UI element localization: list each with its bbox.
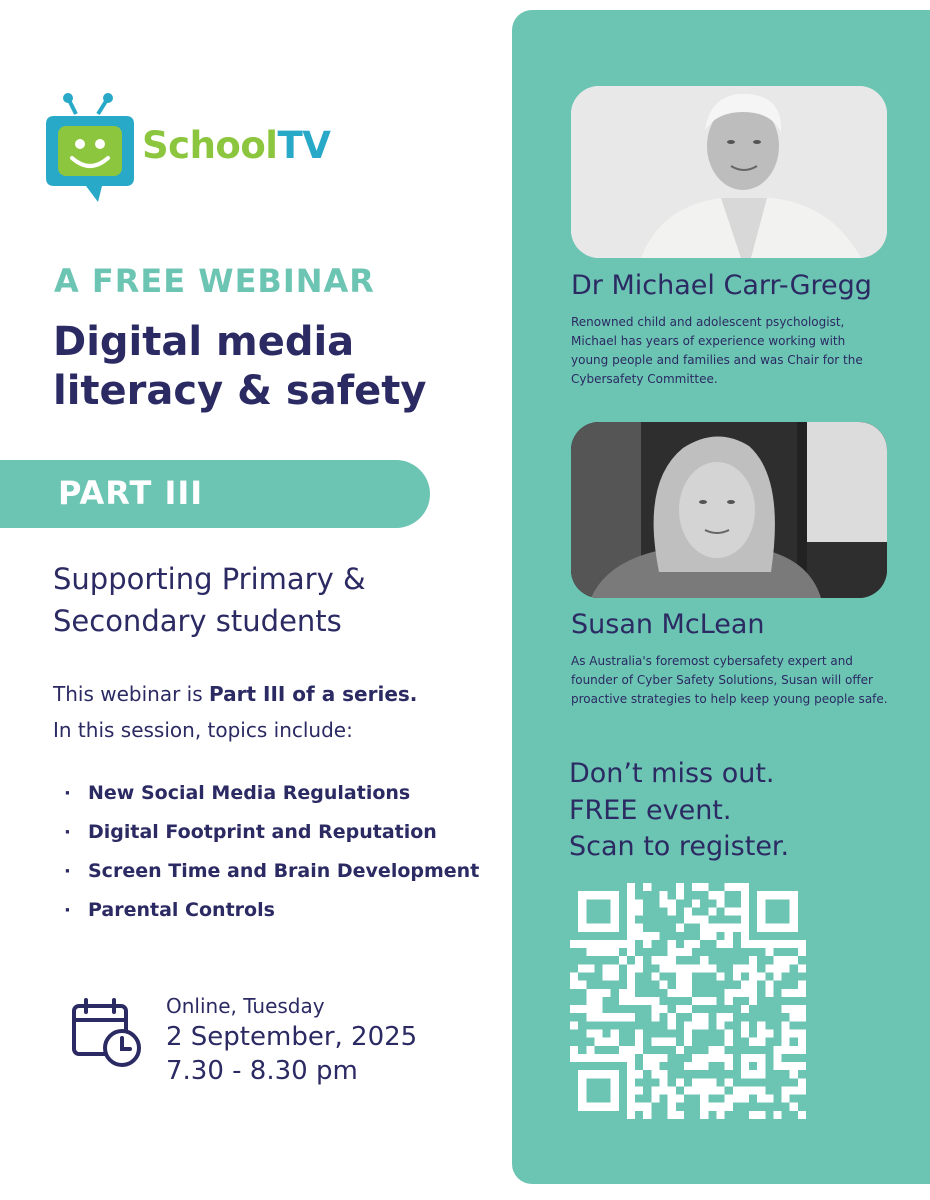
- intro-line1-prefix: This webinar is: [53, 682, 209, 706]
- bullet-icon: ·: [64, 783, 71, 804]
- topic-item: [64, 891, 479, 930]
- speaker-name: Dr Michael Carr-Gregg: [571, 270, 872, 301]
- bullet-icon: ·: [64, 900, 71, 921]
- topic-label: Screen Time and Brain Development: [88, 860, 480, 882]
- webinar-eyebrow: A FREE WEBINAR: [54, 262, 375, 300]
- event-details: [166, 992, 417, 1088]
- topic-label: Parental Controls: [88, 899, 275, 921]
- part-banner: [0, 460, 430, 528]
- logo-word-school: School: [142, 124, 278, 167]
- topic-label: Digital Footprint and Reputation: [88, 821, 437, 843]
- event-date: 2 September, 2025: [166, 1022, 418, 1052]
- speaker-bio: Renowned child and adolescent psychologist, Michael has years of experience working with young people and families and was Chair for the Cybersafety Committee.: [571, 315, 863, 386]
- speaker-bio: As Australia's foremost cybersafety expert and founder of Cyber Safety Solutions, Susan will offer proactive strategies to help keep young people safe.: [571, 654, 888, 706]
- intro-text: [53, 676, 493, 748]
- speaker-photo-michael: [571, 86, 887, 258]
- webinar-subtitle: Supporting Primary & Secondary students: [53, 562, 366, 638]
- speaker-photo-susan: [571, 422, 887, 598]
- event-time: 7.30 - 8.30 pm: [166, 1056, 358, 1086]
- speaker-name: Susan McLean: [571, 609, 765, 640]
- intro-line2: In this session, topics include:: [53, 718, 353, 742]
- registration-qr-code[interactable]: [570, 883, 806, 1119]
- cta-line2: FREE event.: [569, 794, 732, 826]
- bullet-icon: ·: [64, 822, 71, 843]
- qr-code-icon: [570, 883, 806, 1119]
- calendar-clock-icon: [70, 996, 144, 1070]
- logo-wordmark: [142, 124, 330, 167]
- topic-item: [64, 813, 479, 852]
- cta-line3: Scan to register.: [569, 831, 790, 862]
- intro-line1-bold: Part III of a series.: [209, 682, 418, 706]
- tv-mascot-icon: [42, 92, 138, 210]
- topics-list: [64, 774, 479, 930]
- bullet-icon: ·: [64, 861, 71, 882]
- logo-word-tv: TV: [277, 124, 331, 167]
- topic-item: [64, 774, 479, 813]
- call-to-action: [569, 756, 899, 866]
- schooltv-logo: [42, 92, 362, 210]
- event-mode: Online, Tuesday: [166, 994, 325, 1018]
- part-label: PART III: [58, 474, 204, 512]
- page-title: Digital media literacy & safety: [53, 319, 427, 414]
- cta-line1: Don’t miss out.: [569, 758, 775, 789]
- topic-item: [64, 852, 479, 891]
- topic-label: New Social Media Regulations: [88, 782, 411, 804]
